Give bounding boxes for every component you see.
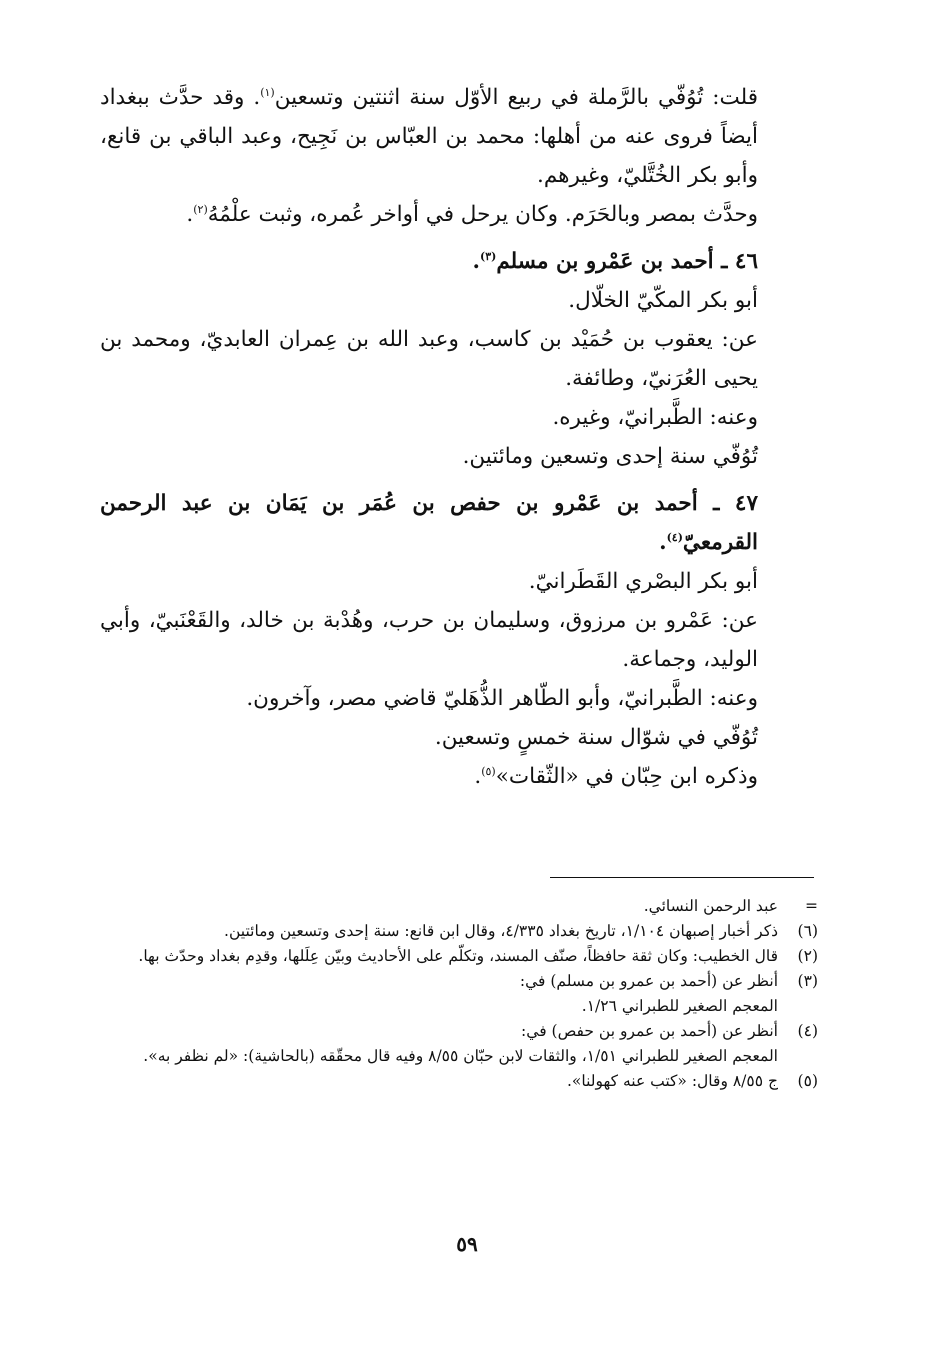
entry-47-ibn-hibban: وذكره ابن حِبّان في «الثّقات»$^{(٥)}$. xyxy=(474,764,758,789)
entry-47-title: ٤٧ ـ أحمد بن عَمْرو بن حفص بن عُمَر بن يَمَان بن عبد الرحمن القرمعيّ$^{(٤)}$. xyxy=(100,491,758,555)
footnote-ref-2: (٢) xyxy=(193,202,208,216)
footnote-item xyxy=(100,1069,818,1094)
footnote-item xyxy=(100,969,818,994)
entry-46-narrated-from: عن: يعقوب بن حُمَيْد بن كاسب، وعبد الله بن عِمران العابديّ، ومحمد بن يحيى العُرَنيّ، وطائفة. xyxy=(100,327,758,391)
footnote-divider xyxy=(550,877,814,878)
footnote-mark: (٣) xyxy=(797,972,818,990)
footnote-text: المعجم الصغير للطبراني ١/٥١، والثقات لابن حبّان ٨/٥٥ وفيه قال محقّقه (بالحاشية): «لم نظفر به». xyxy=(143,1047,778,1065)
entry-47-narrators: وعنه: الطَّبرانيّ، وأبو الطّاهر الذُّهَليّ قاضي مصر، وآخرون. xyxy=(246,686,758,711)
entry-46-narrators: وعنه: الطَّبرانيّ، وغيره. xyxy=(552,405,758,430)
paragraph-death-note: قلت: تُوُفّي بالرَّملة في ربيع الأوّل سنة اثنتين وتسعين$^{(١)}$. وقد حدَّث ببغداد أيضاً فروى عنه من أهلها: محمد بن العبّاس بن نَجِيح، وعبد الباقي بن قانع، وأبو بكر الخُتَّليّ، وغيرهم. xyxy=(100,85,758,188)
entry-46-title: ٤٦ ـ أحمد بن عَمْرو بن مسلم$^{(٣)}$. xyxy=(472,249,758,274)
footnote-ref-1: (١) xyxy=(260,85,275,99)
footnote-text: أنظر عن (أحمد بن عمرو بن حفص) في: xyxy=(521,1022,778,1040)
page-number: ٥٩ xyxy=(456,1232,478,1256)
footnote-mark xyxy=(778,1044,818,1069)
footnote-mark: (٥) xyxy=(797,1072,818,1090)
footnote-item xyxy=(100,944,818,969)
footnote-mark xyxy=(778,994,818,1019)
footnote-item xyxy=(100,994,818,1019)
entry-47-death: تُوُفّي في شوّال سنة خمسٍ وتسعين. xyxy=(434,725,758,750)
footnote-text: أنظر عن (أحمد بن عمرو بن مسلم) في: xyxy=(519,972,778,990)
footnotes xyxy=(100,894,818,1094)
footnote-text: المعجم الصغير للطبراني ١/٢٦. xyxy=(581,997,778,1015)
footnote-mark: (٤) xyxy=(797,1022,818,1040)
entry-47-kunya: أبو بكر البصْري القَطَرانيّ. xyxy=(528,569,758,594)
footnote-ref-5: (٥) xyxy=(481,764,496,778)
footnote-item xyxy=(100,919,818,944)
entry-46-kunya: أبو بكر المكّيّ الخلّال. xyxy=(568,288,758,313)
paragraph-hadith-note: وحدَّث بمصر وبالحَرَم. وكان يرحل في أواخر عُمره، وثبت علْمُهُ$^{(٢)}$. xyxy=(186,202,758,227)
footnote-text: ذكر أخبار إصبهان ١/١٠٤، تاريخ بغداد ٤/٣٣٥، وقال ابن قانع: سنة إحدى وتسعين ومائتين. xyxy=(224,922,778,940)
footnote-mark: (٢) xyxy=(797,947,818,965)
footnote-mark: = xyxy=(805,897,818,915)
main-text xyxy=(100,78,814,796)
entry-47-narrated-from: عن: عَمْرو بن مرزوق، وسليمان بن حرب، وهُدْبة بن خالد، والقَعْنَبيّ، وأبي الوليد، وجماعة. xyxy=(100,608,758,672)
footnote-mark: (٦) xyxy=(797,922,818,940)
footnote-ref-4: (٤) xyxy=(666,530,683,544)
footnote-continued xyxy=(100,894,818,919)
footnote-item xyxy=(100,1019,818,1044)
footnote-ref-3: (٣) xyxy=(480,249,497,263)
footnote-item xyxy=(100,1044,818,1069)
footnote-text: قال الخطيب: وكان ثقة حافظاً، صنّف المسند، وتكلّم على الأحاديث وبيّن عِلَلها، وقدِم بغداد وحدّث بها. xyxy=(138,947,778,965)
footnote-text: ج ٨/٥٥ وقال: «كتب عنه كهولنا». xyxy=(566,1072,778,1090)
entry-46-death: تُوُفّي سنة إحدى وتسعين ومائتين. xyxy=(462,444,758,469)
footnote-text: عبد الرحمن النسائي. xyxy=(643,897,778,915)
